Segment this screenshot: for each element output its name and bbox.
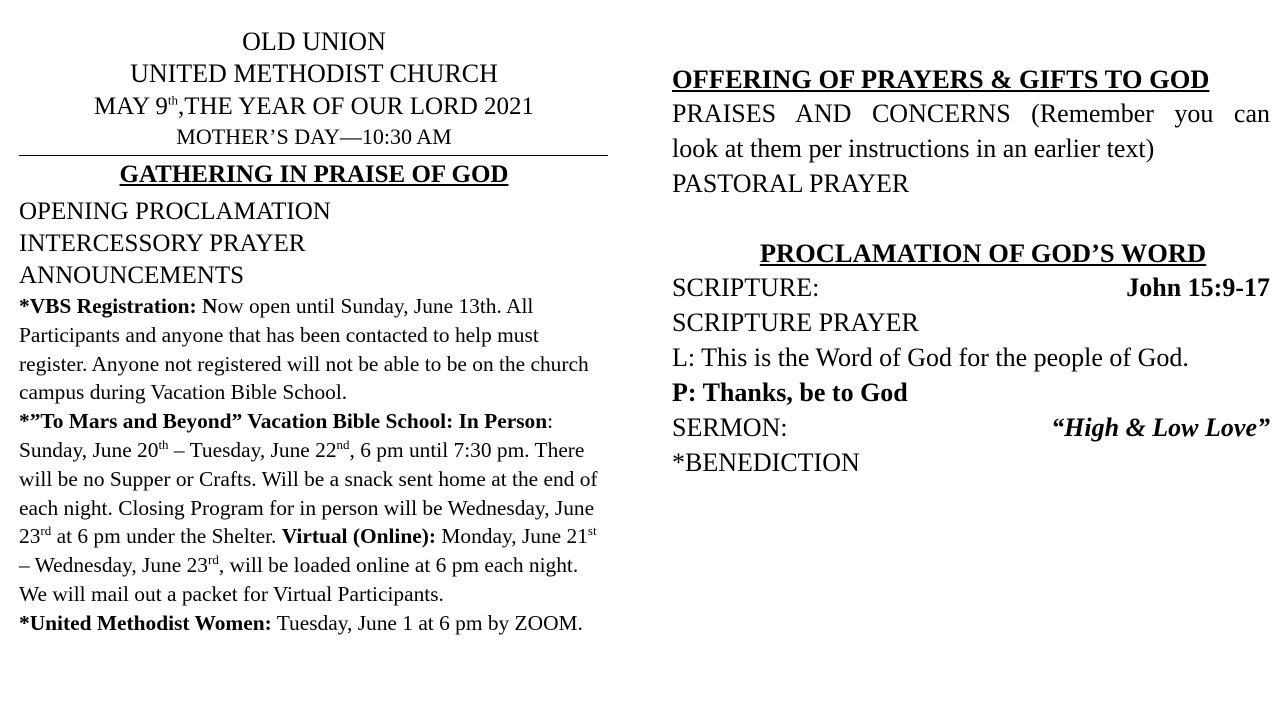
benediction: *BENEDICTION bbox=[672, 448, 860, 477]
scripture-line bbox=[672, 270, 1270, 305]
order-item-opening: OPENING PROCLAMATION bbox=[19, 198, 331, 225]
scripture-reference: John 15:9-17 bbox=[1126, 273, 1270, 302]
announcement-vbs-registration: *VBS Registration: Now open until Sunday, June 13th. All Participants and anyone that has been contacted to help must register. Anyone not registered will not be able to be on the church campus during Vacation Bible School. bbox=[19, 294, 589, 405]
left-column bbox=[19, 26, 609, 638]
gathering-section-title: GATHERING IN PRAISE OF GOD bbox=[119, 161, 509, 188]
praises-concerns-line1: PRAISES AND CONCERNS (Remember you can bbox=[672, 99, 1270, 128]
announcement-umw: *United Methodist Women: Tuesday, June 1 at 6 pm by ZOOM. bbox=[19, 610, 583, 635]
people-response: P: Thanks, be to God bbox=[672, 378, 908, 407]
church-name-line2: UNITED METHODIST CHURCH bbox=[130, 59, 498, 88]
announcement-vbs: *”To Mars and Beyond” Vacation Bible School: In Person: Sunday, June 20th – Tuesday, June 22nd, 6 pm until 7:30 pm. There will be no Supper or Crafts. Will be a snack sent home at the end of each night. Closing Program for in person will be Wednesday, June 23rd at 6 pm under the Shelter. Virtual (Online): Monday, June 21st – Wednesday, June 23rd, will be loaded online at 6 pm each night. We will mail out a packet for Virtual Participants. bbox=[19, 409, 598, 606]
leader-response: L: This is the Word of God for the people of God. bbox=[672, 343, 1189, 372]
order-item-announcements: ANNOUNCEMENTS bbox=[19, 262, 244, 289]
right-column bbox=[672, 62, 1270, 480]
scripture-label: SCRIPTURE: bbox=[672, 273, 820, 302]
service-date: MAY 9th,THE YEAR OF OUR LORD 2021 bbox=[93, 92, 535, 120]
bulletin-header bbox=[19, 26, 609, 151]
sermon-title: “High & Low Love” bbox=[1051, 413, 1270, 442]
pastoral-prayer: PASTORAL PRAYER bbox=[672, 169, 910, 198]
scripture-prayer: SCRIPTURE PRAYER bbox=[672, 308, 919, 337]
church-name-line1: OLD UNION bbox=[242, 27, 386, 56]
praises-concerns-line2: look at them per instructions in an earlier text) bbox=[672, 134, 1155, 163]
sermon-label: SERMON: bbox=[672, 413, 788, 442]
sermon-line bbox=[672, 410, 1270, 445]
service-occasion: MOTHER’S DAY—10:30 AM bbox=[176, 124, 452, 149]
proclamation-section-title: PROCLAMATION OF GOD’S WORD bbox=[759, 238, 1207, 268]
order-item-intercessory: INTERCESSORY PRAYER bbox=[19, 230, 306, 257]
offering-section-title: OFFERING OF PRAYERS & GIFTS TO GOD bbox=[672, 64, 1210, 94]
header-divider bbox=[19, 155, 608, 156]
